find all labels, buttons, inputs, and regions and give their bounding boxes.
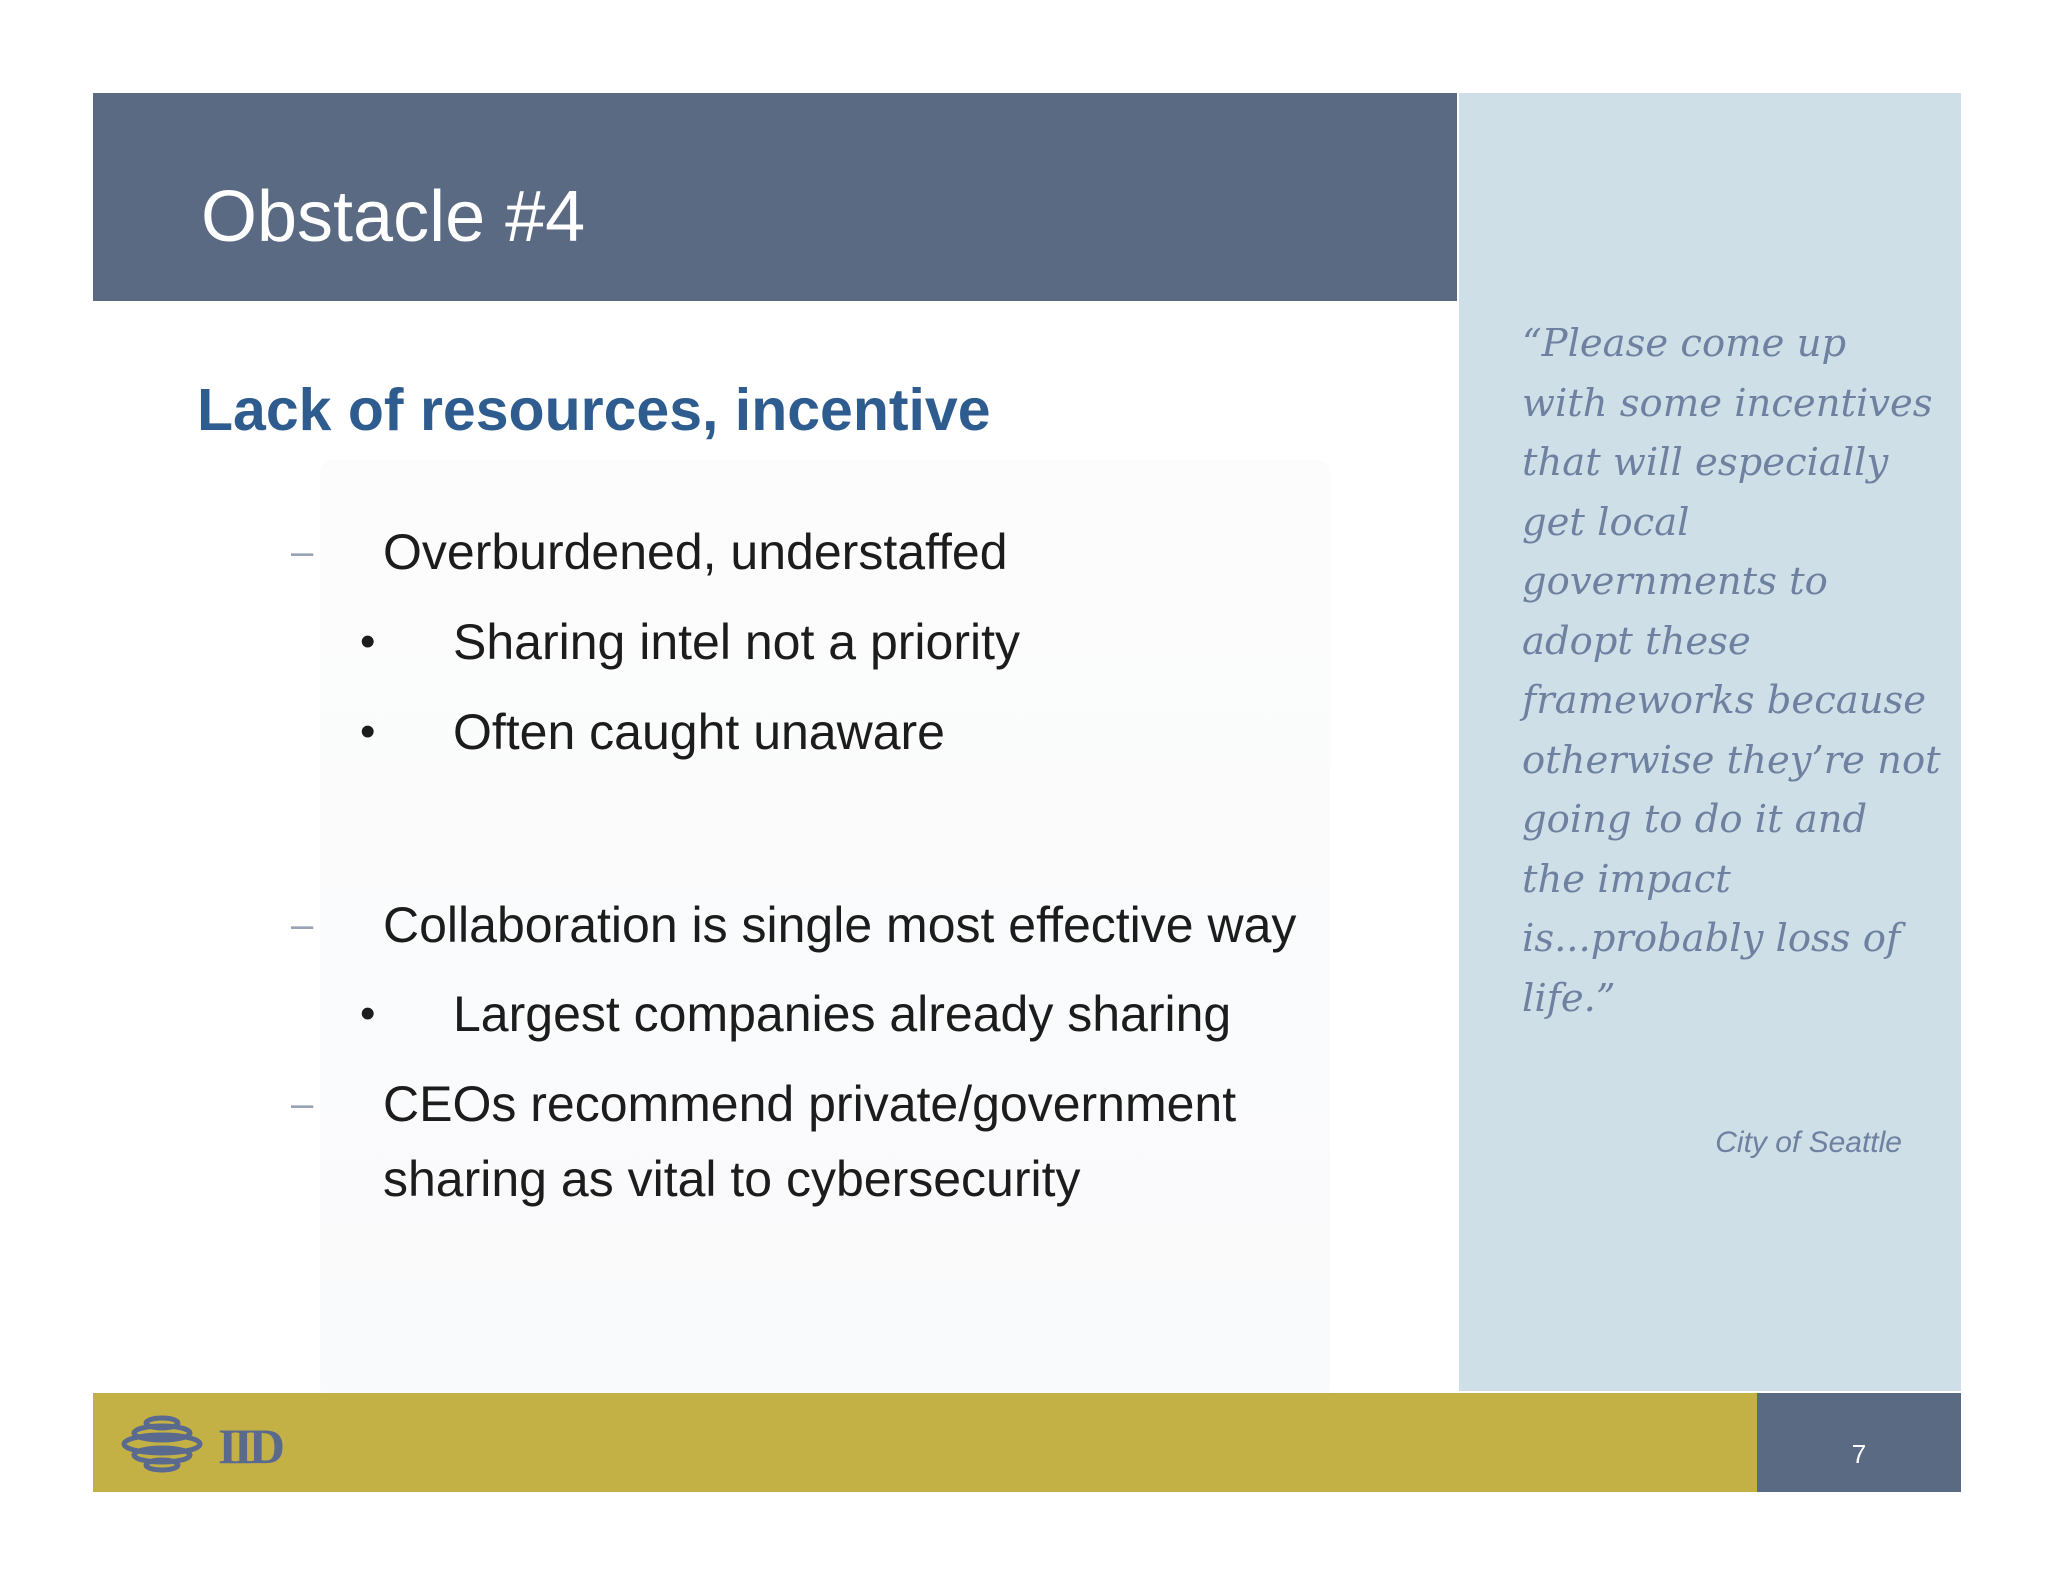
quote-source: City of Seattle	[1715, 1126, 1902, 1159]
dot-marker: •	[360, 707, 376, 756]
footer-bar	[93, 1393, 1757, 1492]
slide-title: Obstacle #4	[201, 177, 586, 257]
bullet-item	[0, 514, 1400, 590]
bullet-item	[0, 976, 1400, 1052]
page-number-box	[1757, 1393, 1961, 1492]
bullet-text: Overburdened, understaffed	[383, 524, 1008, 580]
bullet-item	[0, 604, 1400, 680]
bullet-item	[0, 694, 1400, 770]
dash-marker: –	[291, 530, 314, 574]
bullet-text: CEOs recommend private/government	[383, 1076, 1237, 1132]
title-bar	[93, 93, 1457, 301]
iid-logo	[118, 1411, 308, 1477]
page-number: 7	[1851, 1439, 1867, 1469]
bullet-item	[0, 887, 1400, 963]
quote-panel	[1459, 93, 1961, 1391]
bullet-text: Collaboration is single most effective way	[383, 897, 1297, 953]
bullet-text: Largest companies already sharing	[453, 986, 1232, 1042]
dash-marker: –	[291, 903, 314, 947]
bullet-item	[0, 1066, 1400, 1218]
slide-subtitle: Lack of resources, incentive	[197, 377, 991, 443]
bullet-text: Sharing intel not a priority	[453, 614, 1020, 670]
quote-text: “Please come up with some incentives that will especially get local governments to adopt these frameworks because otherwise they’re not going to do it and the impact is...probably loss of life.”	[1522, 321, 1941, 1021]
logo-text: IID	[218, 1418, 282, 1474]
dash-marker: –	[291, 1082, 314, 1126]
bullet-text: Often caught unaware	[453, 704, 945, 760]
dot-marker: •	[360, 989, 376, 1038]
bullet-text-continuation: sharing as vital to cybersecurity	[383, 1151, 1081, 1207]
dot-marker: •	[360, 617, 376, 666]
